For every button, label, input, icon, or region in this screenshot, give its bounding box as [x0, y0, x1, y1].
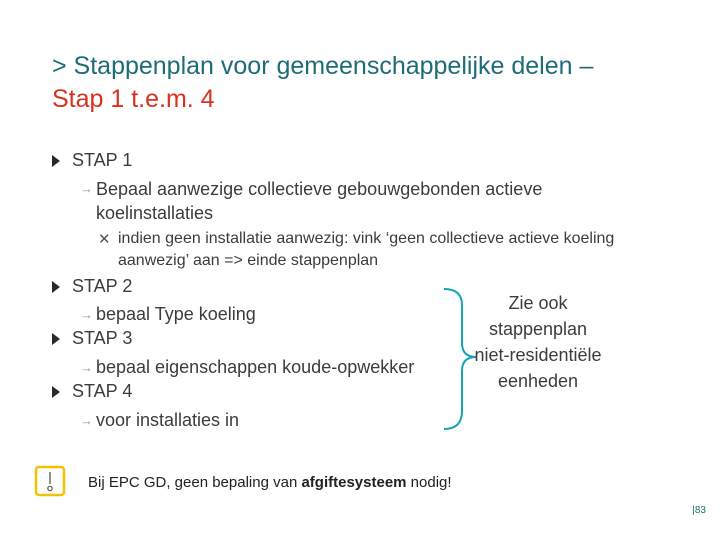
step1-sub: Bepaal aanwezige collectieve gebouwgebonden actieve [96, 179, 543, 199]
triangle-bullet-icon [52, 281, 60, 293]
title-line1: > Stappenplan voor gemeenschappelijke delen – [52, 52, 594, 80]
side-note-line3: niet-residentiële [474, 345, 602, 365]
step4-label: STAP 4 [72, 381, 133, 401]
step1-label: STAP 1 [72, 150, 133, 170]
step3-sub: bepaal eigenschappen koude-opwekker [96, 357, 415, 377]
page-number: |83 [692, 505, 706, 516]
step3-label: STAP 3 [72, 328, 133, 348]
step1-sub2: koelinstallaties [96, 203, 214, 223]
arrow-bullet-icon: → [80, 413, 93, 428]
note-line2: aanwezig’ aan => einde stappenplan [118, 252, 379, 269]
bottom-note [88, 474, 452, 491]
step2-sub: bepaal Type koeling [96, 304, 256, 324]
side-note-line1: Zie ook [508, 293, 568, 313]
triangle-bullet-icon [52, 155, 60, 167]
bottom-note-prefix: Bij EPC GD, geen bepaling van [88, 474, 302, 491]
arrow-bullet-icon: → [80, 307, 93, 322]
title-line2: Stap 1 t.e.m. 4 [52, 85, 215, 113]
x-bullet-icon: ✕ [98, 231, 111, 248]
bottom-note-bold: afgiftesysteem [301, 474, 407, 491]
arrow-bullet-icon: → [80, 181, 93, 196]
step2-label: STAP 2 [72, 276, 133, 296]
side-note-line4: eenheden [497, 371, 579, 391]
arrow-bullet-icon: → [80, 360, 93, 375]
side-note-line2: stappenplan [488, 319, 588, 339]
exclamation-icon [34, 465, 68, 497]
note-line1: indien geen installatie aanwezig: vink ‘geen collectieve actieve koeling [118, 230, 615, 247]
side-note [468, 290, 608, 394]
triangle-bullet-icon [52, 333, 60, 345]
bottom-note-suffix: nodig! [406, 474, 452, 491]
triangle-bullet-icon [52, 386, 60, 398]
step4-sub: voor installaties in [96, 410, 240, 430]
slide-title [52, 50, 702, 116]
